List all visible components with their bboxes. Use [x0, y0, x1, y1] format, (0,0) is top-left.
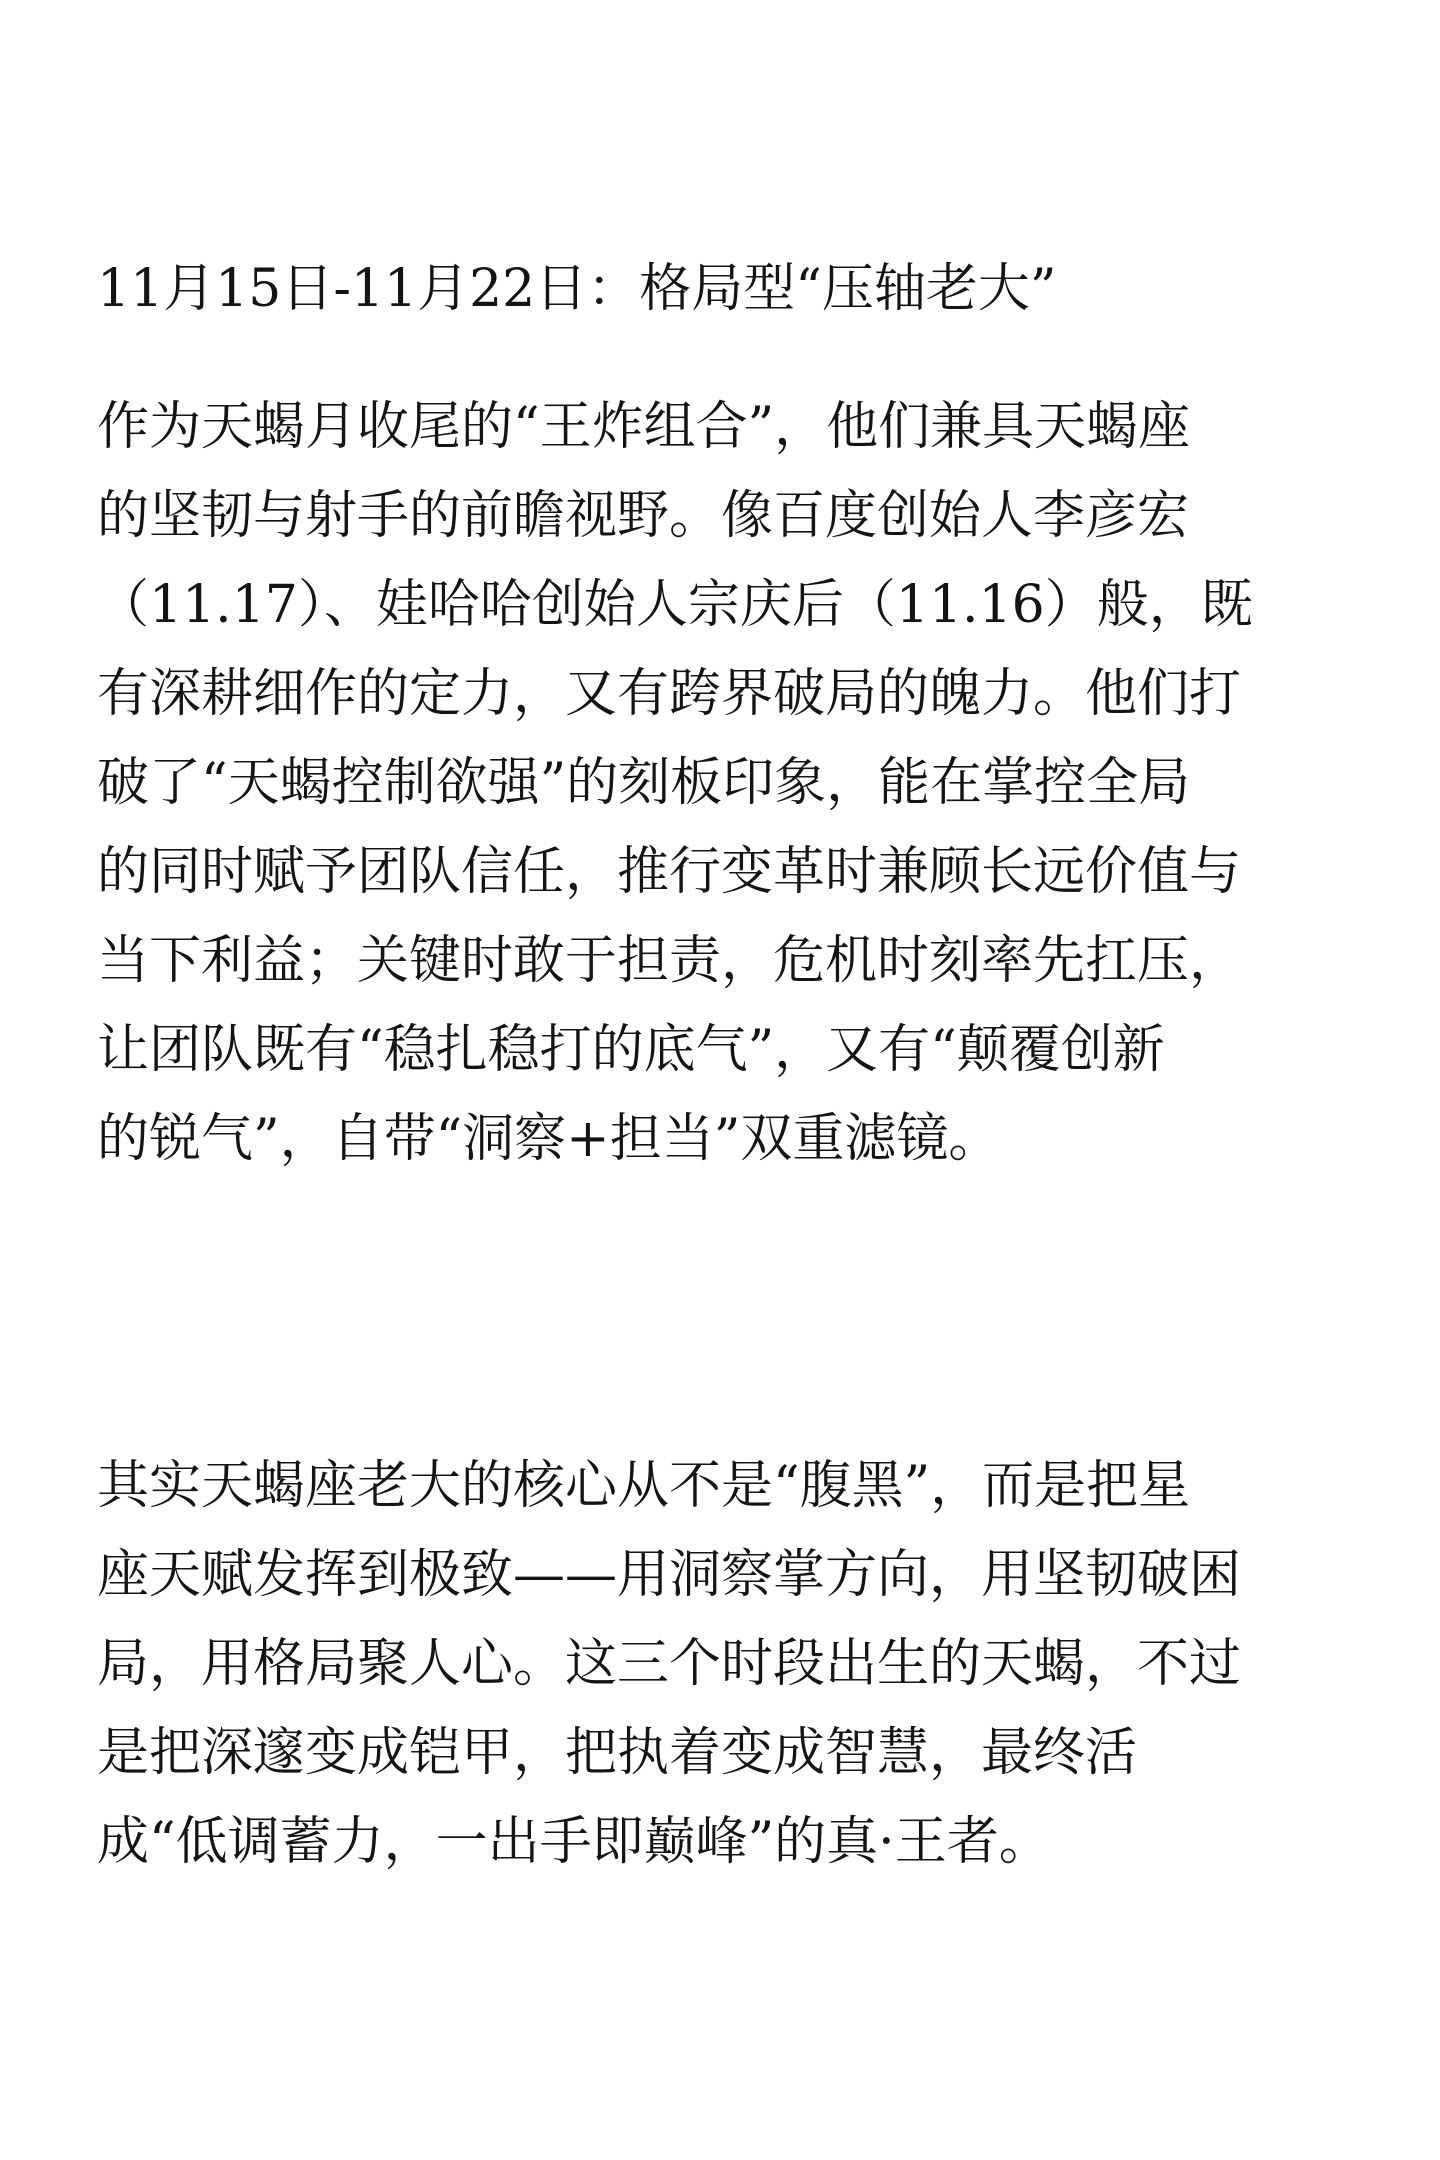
paragraph-line: 的锐气”，自带“洞察+担当”双重滤镜。	[97, 1109, 1001, 1169]
paragraph-line: 的坚韧与射手的前瞻视野。像百度创始人李彦宏	[97, 486, 1190, 546]
paragraph-line: 破了“天蝎控制欲强”的刻板印象，能在掌控全局	[97, 753, 1191, 813]
paragraph-2	[97, 1442, 1357, 1887]
paragraph-line: 座天赋发挥到极致——用洞察掌方向，用坚韧破困	[97, 1545, 1242, 1605]
paragraph-line: 局，用格局聚人心。这三个时段出生的天蝎，不过	[97, 1634, 1242, 1694]
paragraph-line: 有深耕细作的定力，又有跨界破局的魄力。他们打	[97, 664, 1242, 724]
paragraph-line: 当下利益；关键时敢于担责，危机时刻率先扛压，	[97, 931, 1242, 991]
paragraph-line: 让团队既有“稳扎稳打的底气”，又有“颠覆创新	[97, 1020, 1165, 1080]
paragraph-line: 是把深邃变成铠甲，把执着变成智慧，最终活	[97, 1723, 1138, 1783]
paragraph-1	[97, 383, 1357, 1184]
paragraph-line: （11.17）、娃哈哈创始人宗庆后（11.16）般，既	[97, 575, 1253, 635]
paragraph-line: 的同时赋予团队信任，推行变革时兼顾长远价值与	[97, 842, 1242, 902]
paragraph-line: 作为天蝎月收尾的“王炸组合”，他们兼具天蝎座	[97, 397, 1191, 457]
section-heading: 11月15日-11月22日：格局型“压轴老大”	[97, 259, 1057, 319]
paragraph-line: 成“低调蓄力，一出手即巅峰”的真·王者。	[97, 1812, 1051, 1872]
paragraph-line: 其实天蝎座老大的核心从不是“腹黑”，而是把星	[97, 1456, 1191, 1516]
